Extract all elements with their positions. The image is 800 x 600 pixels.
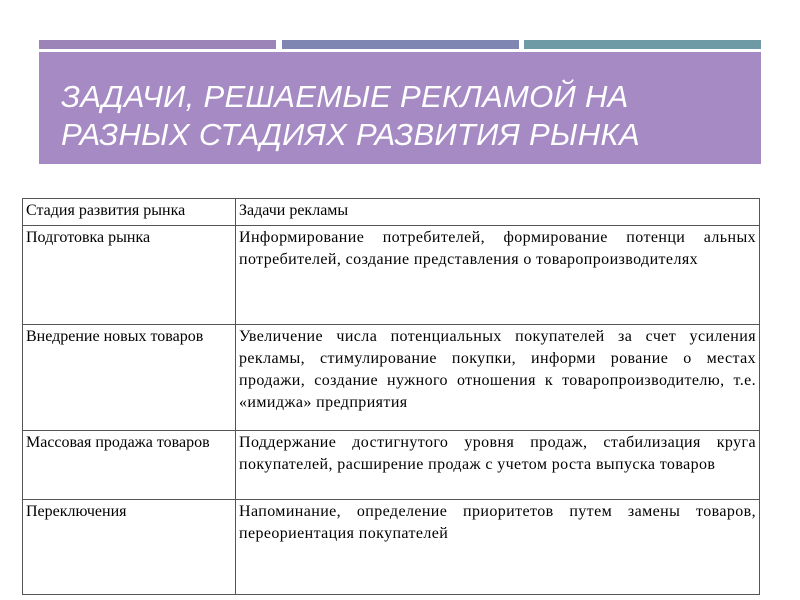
slide-title-line-2: РАЗНЫХ СТАДИЯХ РАЗВИТИЯ РЫНКА bbox=[61, 117, 640, 152]
tasks-cell: Напоминание, определение приоритетов путем замены товаров, переориентация покупателей bbox=[236, 500, 760, 595]
column-header-stage: Стадия развития рынка bbox=[23, 199, 236, 226]
slide-title bbox=[61, 78, 761, 154]
accent-stripe-blue bbox=[282, 40, 519, 49]
table-row bbox=[23, 226, 760, 325]
stage-cell: Внедрение новых товаров bbox=[23, 325, 236, 431]
table-header-row bbox=[23, 199, 760, 226]
stage-cell: Переключения bbox=[23, 500, 236, 595]
table-row bbox=[23, 431, 760, 500]
stage-cell: Массовая продажа товаров bbox=[23, 431, 236, 500]
tasks-cell: Поддержание достигнутого уровня продаж, стабилизация круга покупателей, расширение продаж с учетом роста выпуска товаров bbox=[236, 431, 760, 500]
accent-stripe-purple bbox=[39, 40, 276, 49]
title-band bbox=[39, 52, 761, 164]
stage-cell: Подготовка рынка bbox=[23, 226, 236, 325]
advertising-tasks-table bbox=[22, 198, 760, 595]
tasks-cell: Увеличение числа потенциальных покупателей за счет усиления рекламы, стимулирование покупки, информи рование о местах продажи, создание нужного отношения к товаропроизводителю, т.е. «имиджа» предприятия bbox=[236, 325, 760, 431]
table-row bbox=[23, 500, 760, 595]
slide-title-line-1: ЗАДАЧИ, РЕШАЕМЫЕ РЕКЛАМОЙ НА bbox=[61, 79, 629, 114]
table-row bbox=[23, 325, 760, 431]
tasks-cell: Информирование потребителей, формирование потенци альных потребителей, создание представления о товаропроизводителях bbox=[236, 226, 760, 325]
column-header-tasks: Задачи рекламы bbox=[236, 199, 760, 226]
accent-stripe-teal bbox=[524, 40, 761, 49]
